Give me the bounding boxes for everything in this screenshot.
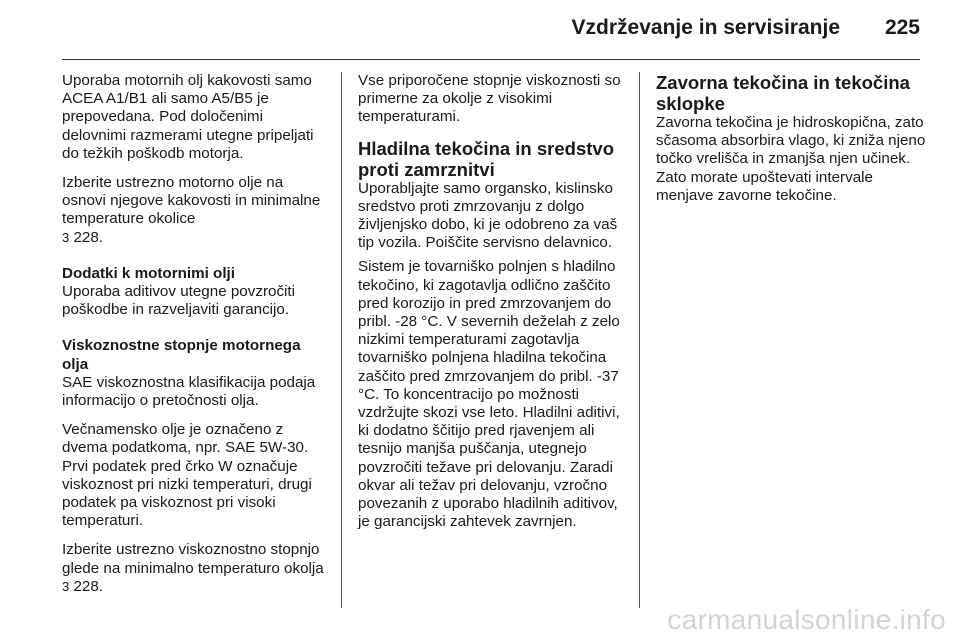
column-2 (358, 72, 628, 542)
coolant-heading: Hladilna tekočina in sredstvo proti zamrznitvi (358, 137, 614, 180)
oil-selection-text: Izberite ustrezno motorno olje na osnovi njegove kakovosti in minimalne temperature okolice (62, 174, 321, 228)
page-reference-link[interactable]: 228. (73, 228, 104, 246)
coolant-paragraph-2: Sistem je tovarniško polnjen s hladilno tekočino, ki zagotavlja odlično zaščito pred korozijo in pred zmrzovanjem do pribl. -28 °C. V severnih deželah z zelo nizkimi temperaturami zagotavlja tovarniško polnjena hladilna tekočina zaščito pred zmrzovanjem do pribl. -37 °C. To koncentracijo po možnosti vzdržujte skozi vse leto. Hladilni aditivi, ki dodatno ščitijo pred rjavenjem ali tesnijo manjša puščanja, utegnejo povzročiti težave pri delovanju. Zaradi okvar ali težav pri delovanju, vzročno povezanih z uporabo hladilnih aditivov, je garancijski zahtevek zavrnjen. (358, 258, 620, 531)
ref-arrow-icon: 3 (62, 229, 70, 245)
page-reference-link[interactable]: 228. (73, 577, 104, 595)
column-divider-2 (639, 72, 640, 608)
viscosity-intro: Vse priporočene stopnje viskoznosti so primerne za okolje z visokimi temperaturami. (358, 72, 621, 126)
column-divider-1 (341, 72, 342, 608)
brake-fluid-text: Zavorna tekočina je hidroskopična, zato sčasoma absorbira vlago, ki zniža njeno točko vrelišča in zmanjša njen učinek. Zato morate upoštevati intervale menjave zavorne tekočine. (656, 114, 926, 204)
additives-heading: Dodatki k motornimi olji (62, 264, 235, 282)
page-number: 225 (884, 16, 920, 39)
brake-fluid-heading: Zavorna tekočina in tekočina sklopke (656, 72, 910, 114)
column-1 (62, 72, 330, 607)
coolant-paragraph-1: Uporabljajte samo organsko, kislinsko sredstvo proti zmrzovanju z dolgo življenjsko dobo, ki je odobreno za vaš tip vozila. Poiščite servisno delavnico. (358, 179, 618, 252)
viscosity-paragraph-3 (62, 541, 330, 596)
viscosity-paragraph-1: SAE viskoznostna klasifikacija podaja informacijo o pretočnosti olja. (62, 373, 316, 410)
viscosity-heading: Viskoznostne stopnje motornega olja (62, 337, 301, 373)
ref-arrow-icon: 3 (62, 578, 70, 594)
page-header (62, 0, 920, 60)
watermark: carmanualsonline.info (667, 604, 946, 635)
header-divider (62, 59, 920, 60)
oil-selection-paragraph (62, 174, 330, 247)
additives-text: Uporaba aditivov utegne povzročiti poškodbe in razveljaviti garancijo. (62, 283, 296, 319)
oil-quality-warning: Uporaba motornih olj kakovosti samo ACEA A1/B1 ali samo A5/B5 je prepovedana. Pod določenimi delovnimi razmerami utegne pripeljati do težkih poškodb motorja. (62, 72, 314, 162)
column-3 (656, 72, 926, 216)
chapter-title: Vzdrževanje in servisiranje (571, 16, 840, 39)
viscosity-selection-text: Izberite ustrezno viskoznostno stopnjo glede na minimalno temperaturo okolja (62, 541, 324, 577)
viscosity-paragraph-2: Večnamensko olje je označeno z dvema podatkoma, npr. SAE 5W-30. Prvi podatek pred črko W označuje viskoznost pri nizki temperaturi, drugi podatek pa viskoznost pri visoki temperaturi. (62, 421, 312, 530)
